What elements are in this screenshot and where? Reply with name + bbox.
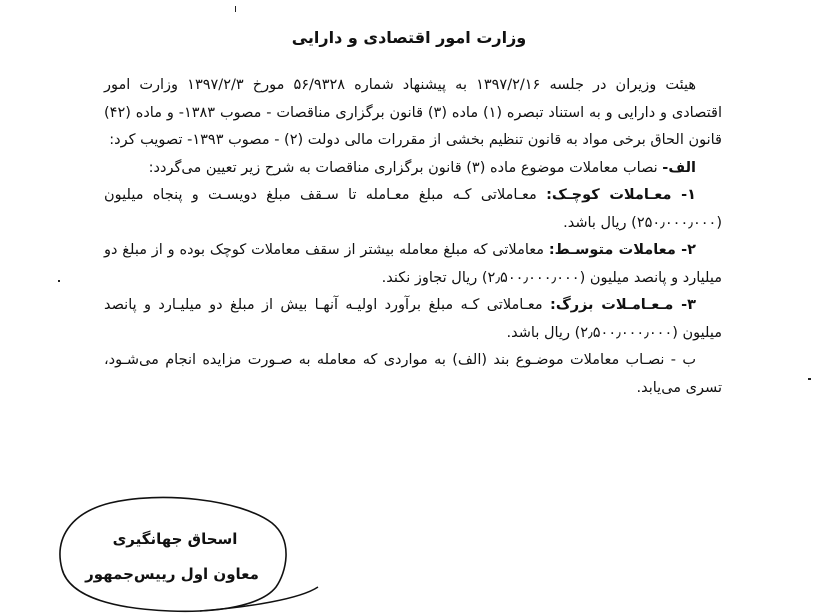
signature-stamp (50, 495, 340, 613)
scan-speck (808, 378, 811, 380)
section-a-paragraph (104, 155, 722, 183)
ministry-title: وزارت امور اقتصادی و دارایی (291, 28, 527, 47)
scan-speck (58, 280, 60, 282)
section-a-text: نصاب معاملات موضوع ماده (۳) قانون برگزاری مناقصات به شرح زیر تعیین می‌گردد: (148, 159, 663, 176)
signatory-role: معاون اول رییس‌جمهور (85, 565, 259, 583)
item-small-transactions (104, 182, 722, 237)
section-a-label: الف- (662, 159, 696, 176)
item-label: ۱- معـاملات کوچـک: (546, 187, 697, 203)
section-b-paragraph: ب - نصـاب معاملات موضـوع بند (الف) به مواردی که معامله به صـورت مزایده انجام می‌شـود، تسری می‌یابد. (104, 352, 722, 396)
item-label: ۳- مـعـامـلات بزرگ: (550, 297, 696, 313)
signatory-name: اسحاق جهانگیری (112, 530, 238, 548)
item-text: معـاملاتی کـه مبلغ برآورد اولیـه آنهـا بیش از مبلغ دو میلیـارد و پانصد میلیون (۲٫۵۰۰٫۰۰۰٫۰۰۰) ریال باشد. (104, 297, 722, 341)
scan-speck (235, 6, 236, 12)
item-text: معـاملاتی کـه مبلغ معـامله تا سـقف مبلغ دویسـت و پنجاه میلیون (۲۵۰٫۰۰۰٫۰۰۰) ریال باشد. (104, 187, 722, 231)
item-text: معاملاتی که مبلغ معامله بیشتر از سقف معاملات کوچک بوده و از مبلغ دو میلیارد و پانصد میلیون (۲٫۵۰۰٫۰۰۰٫۰۰۰) ریال تجاوز نکند. (104, 242, 722, 286)
intro-paragraph: هیئت وزیران در جلسه ۱۳۹۷/۲/۱۶ به پیشنهاد شماره ۵۶/۹۳۲۸ مورخ ۱۳۹۷/۲/۳ وزارت امور اقتصادی و دارایی و به استناد تبصره (۱) ماده (۳) قانون برگزاری مناقصات - مصوب ۱۳۸۳- و ماده (۴۲) قانون الحاق برخی مواد به قانون تنظیم بخشی از مقررات مالی دولت (۲) - مصوب ۱۳۹۳- تصویب کرد: (104, 77, 722, 148)
item-medium-transactions (104, 237, 722, 292)
item-large-transactions (104, 292, 722, 347)
signature-stamp-outline (50, 495, 340, 613)
decree-body (104, 72, 722, 402)
item-label: ۲- معاملات متوسـط: (548, 242, 696, 258)
